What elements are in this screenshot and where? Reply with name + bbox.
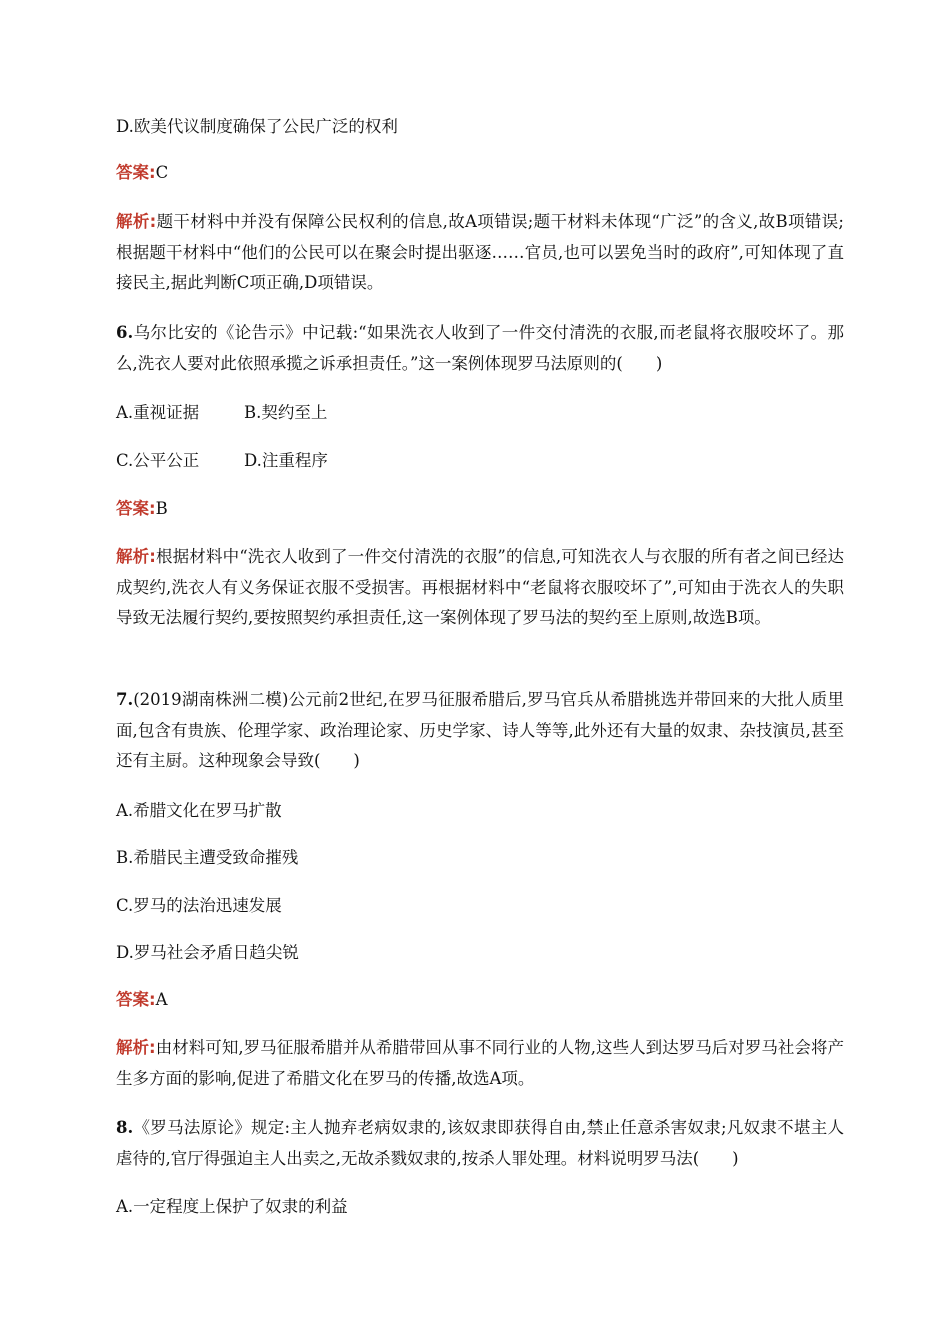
answer-value: A	[155, 990, 168, 1009]
q6-stem	[116, 318, 844, 379]
answer-label: 答案:	[116, 163, 156, 182]
q7-option-b: B.希腊民主遭受致命摧残	[116, 848, 299, 867]
q5-answer	[116, 158, 850, 188]
q6-option-b: B.契约至上	[244, 403, 328, 422]
q6-options-row-1	[116, 398, 850, 428]
question-text: (2019湖南株洲二模)公元前2世纪,在罗马征服希腊后,罗马官兵从希腊挑选并带回来的大批人质里面,包含有贵族、伦理学家、政治理论家、历史学家、诗人等等,此外还有大量的奴隶、杂技演员,甚至还有主厨。这种现象会导致( )	[116, 690, 844, 770]
analysis-text: 根据材料中“洗衣人收到了一件交付清洗的衣服”的信息,可知洗衣人与衣服的所有者之间已经达成契约,洗衣人有义务保证衣服不受损害。再根据材料中“老鼠将衣服咬坏了”,可知由于洗衣人的失职导致无法履行契约,要按照契约承担责任,这一案例体现了罗马法的契约至上原则,故选B项。	[116, 547, 844, 627]
q6-option-c: C.公平公正	[116, 451, 200, 470]
q7-analysis	[116, 1033, 844, 1094]
q5-option-d: D.欧美代议制度确保了公民广泛的权利	[116, 117, 398, 136]
analysis-text: 题干材料中并没有保障公民权利的信息,故A项错误;题干材料未体现“广泛”的含义,故B项错误;根据题干材料中“他们的公民可以在聚会时提出驱逐……官员,也可以罢免当时的政府”,可知体现了直接民主,据此判断C项正确,D项错误。	[116, 212, 844, 292]
q5-analysis	[116, 207, 844, 299]
q7-option-c: C.罗马的法治迅速发展	[116, 896, 282, 915]
q7-stem	[116, 685, 844, 777]
question-text: 乌尔比安的《论告示》中记载:“如果洗衣人收到了一件交付清洗的衣服,而老鼠将衣服咬坏了。那么,洗衣人要对此依照承揽之诉承担责任。”这一案例体现罗马法原则的( )	[116, 323, 844, 373]
q6-analysis	[116, 542, 844, 634]
question-text: 《罗马法原论》规定:主人抛弃老病奴隶的,该奴隶即获得自由,禁止任意杀害奴隶;凡奴隶不堪主人虐待的,官厅得强迫主人出卖之,无故杀戮奴隶的,按杀人罪处理。材料说明罗马法( )	[116, 1118, 844, 1168]
answer-label: 答案:	[116, 499, 156, 518]
analysis-label: 解析:	[116, 212, 157, 231]
q8-stem	[116, 1113, 844, 1174]
q6-option-a: A.重视证据	[116, 403, 200, 422]
question-number: 8.	[116, 1118, 134, 1137]
answer-value: B	[155, 499, 168, 518]
analysis-text: 由材料可知,罗马征服希腊并从希腊带回从事不同行业的人物,这些人到达罗马后对罗马社会将产生多方面的影响,促进了希腊文化在罗马的传播,故选A项。	[116, 1038, 844, 1088]
q7-option-a: A.希腊文化在罗马扩散	[116, 801, 282, 820]
q6-answer	[116, 494, 850, 524]
question-number: 7.	[116, 690, 134, 709]
q7-option-d: D.罗马社会矛盾日趋尖锐	[116, 943, 299, 962]
q8-option-a: A.一定程度上保护了奴隶的利益	[116, 1197, 348, 1216]
answer-value: C	[155, 163, 169, 182]
question-number: 6.	[116, 323, 134, 342]
q7-answer	[116, 985, 850, 1015]
analysis-label: 解析:	[116, 547, 156, 566]
q6-options-row-2	[116, 446, 850, 476]
q6-option-d: D.注重程序	[244, 451, 328, 470]
analysis-label: 解析:	[116, 1038, 156, 1057]
answer-label: 答案:	[116, 990, 156, 1009]
